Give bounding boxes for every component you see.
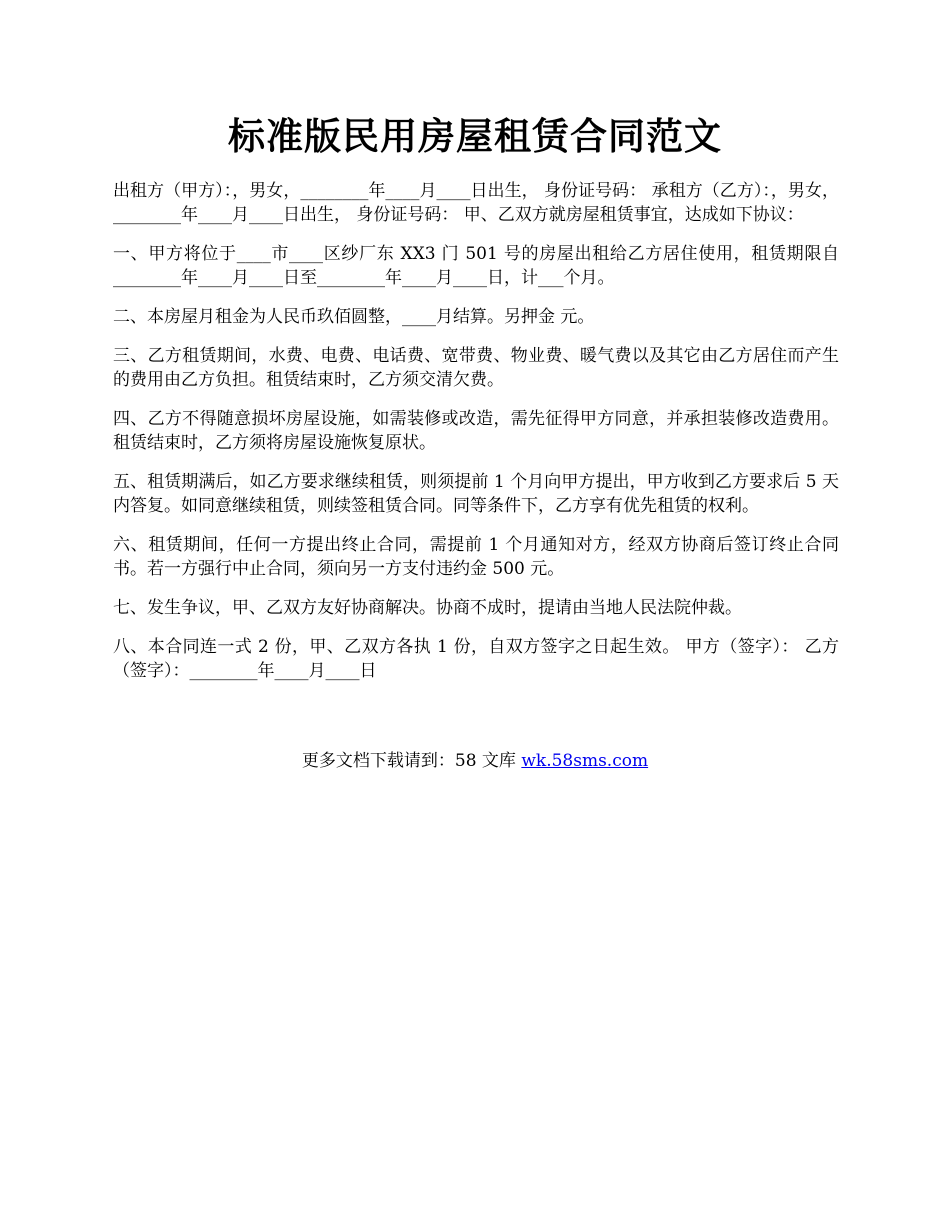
download-footer (0, 747, 950, 775)
clause-7: 七、发生争议，甲、乙双方友好协商解决。协商不成时，提请由当地人民法院仲裁。 (113, 598, 742, 618)
clause-2: 二、本房屋月租金为人民币玖佰圆整，____月结算。另押金 元。 (113, 307, 595, 327)
document-title: 标准版民用房屋租赁合同范文 (228, 114, 722, 158)
clause-4: 四、乙方不得随意损坏房屋设施，如需装修或改造，需先征得甲方同意，并承担装修改造费用。租赁结束时，乙方须将房屋设施恢复原状。 (113, 409, 839, 453)
party-info-paragraph: 出租方（甲方）：，男女，________年____月____日出生， 身份证号码： 承租方（乙方）：，男女，________年____月____日出生， 身份证号码： 甲、乙双方就房屋租赁事宜，达成如下协议： (113, 181, 839, 225)
footer-text: 更多文档下载请到：58 文库 (301, 751, 522, 771)
footer-link[interactable]: wk.58sms.com (521, 751, 649, 771)
clause-8-signatures: 八、本合同连一式 2 份，甲、乙双方各执 1 份，自双方签字之日起生效。 甲方（签字）： 乙方（签字）：________年____月____日 (113, 637, 839, 681)
clause-1: 一、甲方将位于____市____区纱厂东 XX3 门 501 号的房屋出租给乙方居住使用，租赁期限自________年____月____日至________年____月____日，计___个月。 (113, 244, 839, 288)
clause-5: 五、租赁期满后，如乙方要求继续租赁，则须提前 1 个月向甲方提出，甲方收到乙方要求后 5 天内答复。如同意继续租赁，则续签租赁合同。同等条件下，乙方享有优先租赁的权利。 (113, 472, 839, 516)
clause-3: 三、乙方租赁期间，水费、电费、电话费、宽带费、物业费、暖气费以及其它由乙方居住而产生的费用由乙方负担。租赁结束时，乙方须交清欠费。 (113, 346, 839, 390)
document-body (113, 179, 839, 698)
clause-6: 六、租赁期间，任何一方提出终止合同，需提前 1 个月通知对方，经双方协商后签订终止合同书。若一方强行中止合同，须向另一方支付违约金 500 元。 (113, 535, 839, 579)
